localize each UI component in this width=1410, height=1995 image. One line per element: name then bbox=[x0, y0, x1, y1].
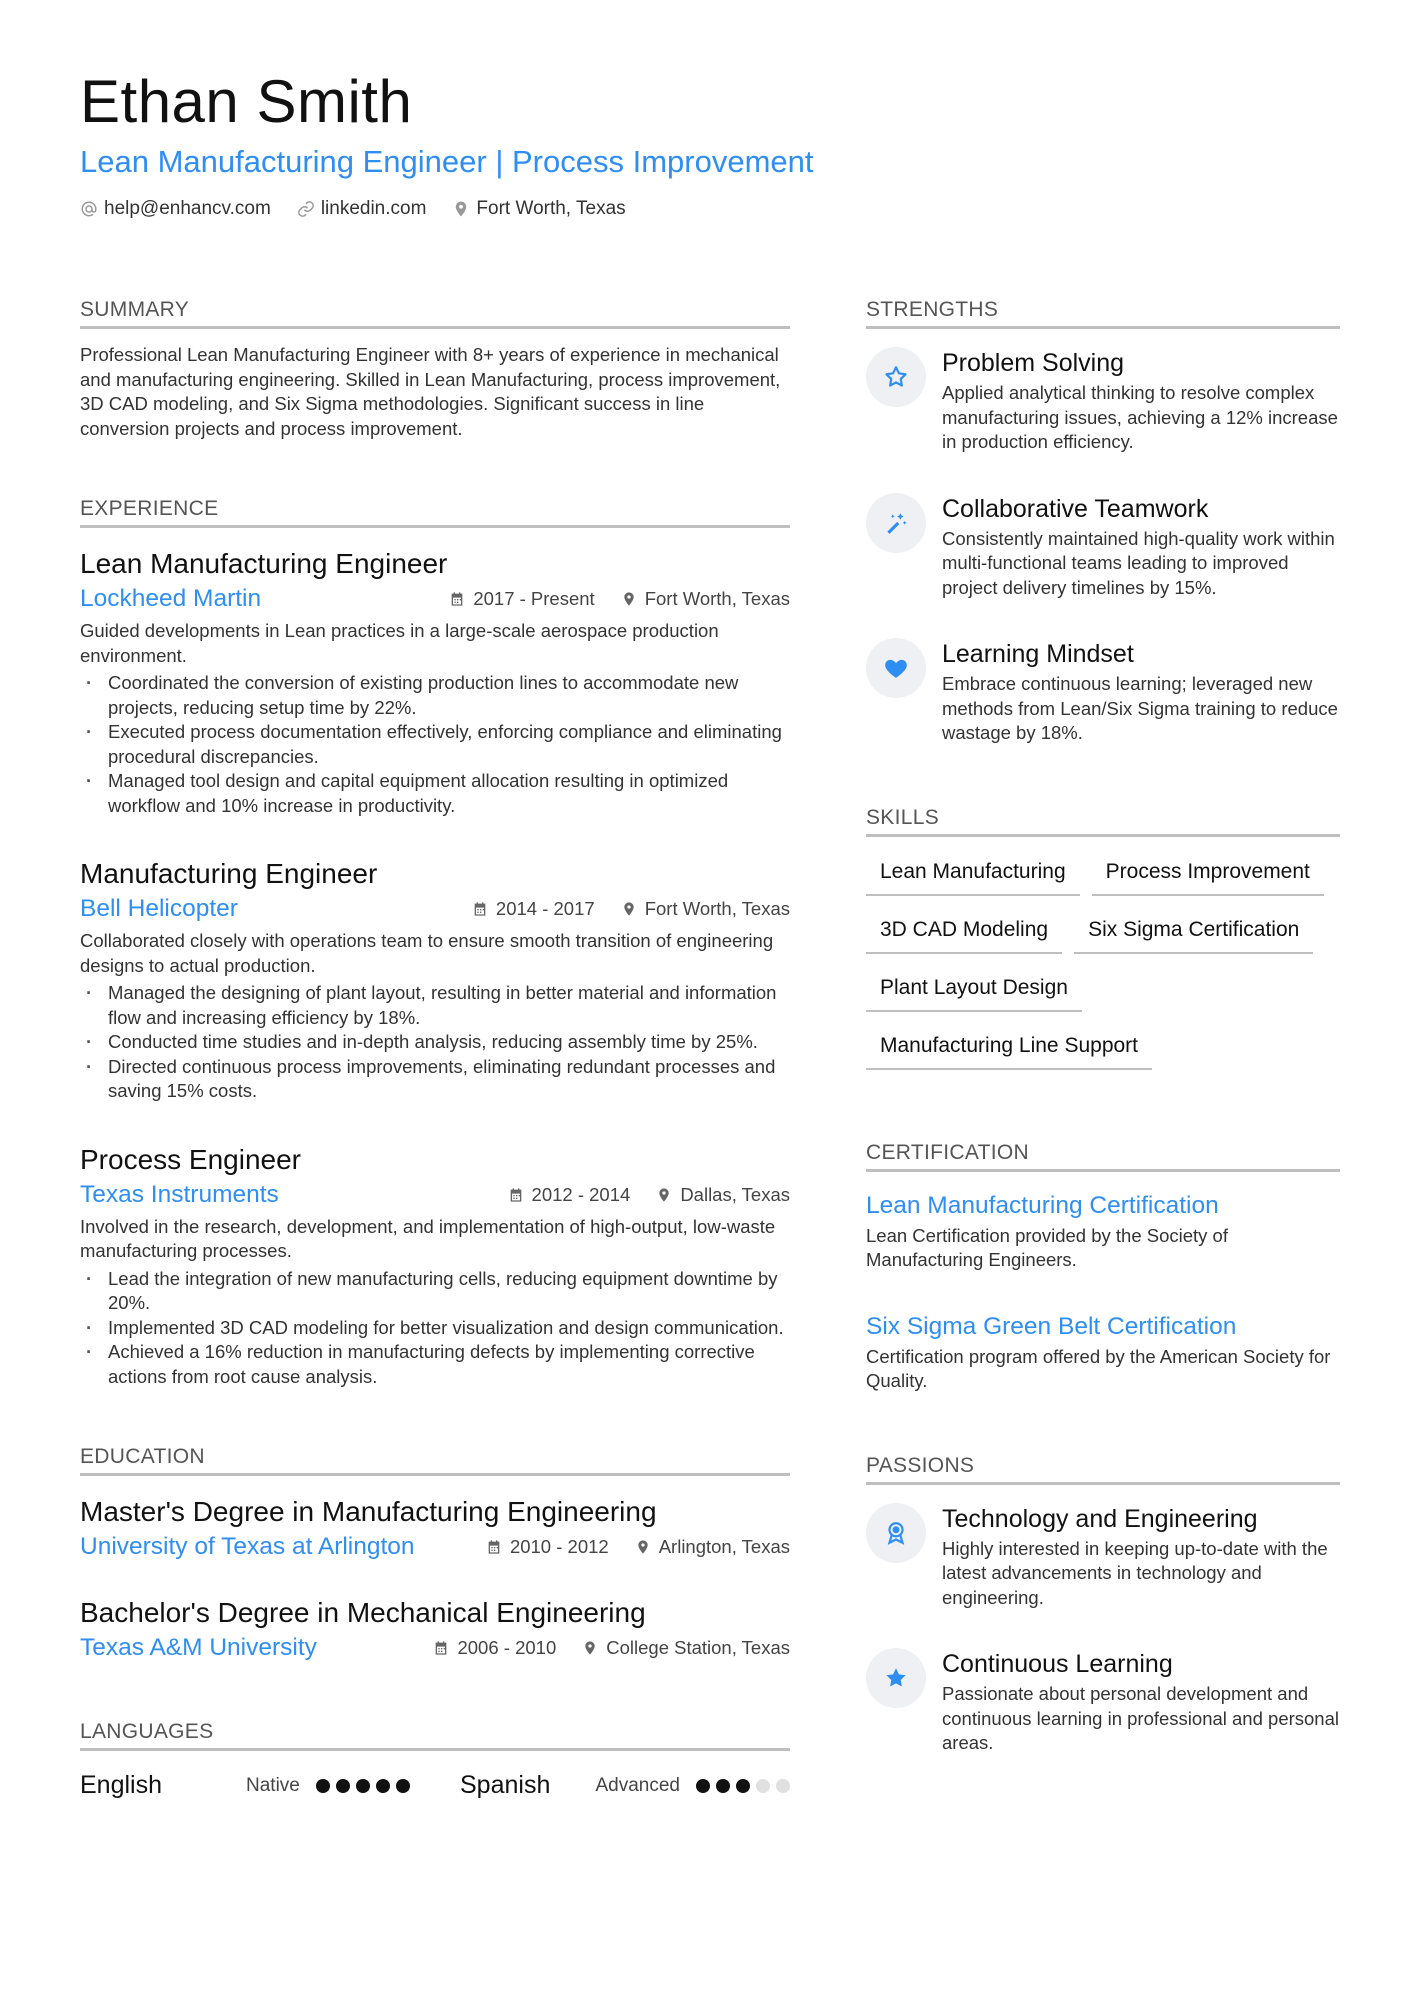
skill-tag: Lean Manufacturing bbox=[866, 851, 1080, 896]
right-column bbox=[866, 296, 1340, 1756]
strength-description: Embrace continuous learning; leveraged new methods from Lean/Six Sigma training to reduce wastage by 18%. bbox=[942, 673, 1338, 743]
job-bullet: · Managed tool design and capital equipment allocation resulting in optimized workflow and 10% increase in productivity. bbox=[80, 769, 790, 818]
skills-list bbox=[866, 851, 1340, 1083]
section-title-certification: CERTIFICATION bbox=[866, 1139, 1340, 1172]
job-company: Lockheed Martin bbox=[80, 585, 262, 612]
skill-tag: Six Sigma Certification bbox=[1074, 909, 1313, 954]
job-bullets bbox=[80, 1267, 790, 1390]
job-description: Guided developments in Lean practices in a large-scale aerospace production environment. bbox=[80, 620, 719, 666]
rating-dot-empty bbox=[756, 1779, 770, 1793]
at-icon bbox=[80, 200, 98, 218]
rating-dot-filled bbox=[716, 1779, 730, 1793]
passion-icon-wrap bbox=[866, 1503, 926, 1563]
education-entry bbox=[80, 1494, 790, 1563]
calendar-icon bbox=[449, 591, 465, 607]
location-pin-icon bbox=[656, 1187, 672, 1203]
skill-tag: Manufacturing Line Support bbox=[866, 1025, 1152, 1070]
award-icon bbox=[883, 1520, 909, 1546]
strength-item bbox=[866, 347, 1340, 455]
rating-dot-filled bbox=[376, 1779, 390, 1793]
contact-location-text: Fort Worth, Texas bbox=[476, 198, 626, 219]
rating-dot-filled bbox=[336, 1779, 350, 1793]
skill-tag: Process Improvement bbox=[1092, 851, 1324, 896]
certification-section bbox=[866, 1139, 1340, 1394]
language-level: Advanced bbox=[595, 1774, 680, 1796]
section-title-skills: SKILLS bbox=[866, 804, 1340, 837]
candidate-name: Ethan Smith bbox=[80, 68, 413, 135]
job-bullets bbox=[80, 671, 790, 818]
contact-linkedin-text: linkedin.com bbox=[320, 198, 427, 219]
star-filled-icon bbox=[883, 1665, 909, 1691]
strength-icon-wrap bbox=[866, 493, 926, 553]
school-name: University of Texas at Arlington bbox=[80, 1533, 415, 1560]
passion-description: Highly interested in keeping up-to-date with the latest advancements in technology and engineering. bbox=[942, 1537, 1328, 1608]
job-bullet: · Executed process documentation effectively, enforcing compliance and eliminating procedural discrepancies. bbox=[80, 720, 790, 769]
school-name: Texas A&M University bbox=[80, 1634, 317, 1661]
rating-dot-filled bbox=[316, 1779, 330, 1793]
job-entry bbox=[80, 856, 790, 1104]
job-location: Fort Worth, Texas bbox=[644, 588, 790, 609]
job-description: Involved in the research, development, and implementation of high-output, low-waste manufacturing processes. bbox=[80, 1215, 776, 1261]
job-entry bbox=[80, 1142, 790, 1390]
passion-title: Continuous Learning bbox=[942, 1650, 1173, 1678]
section-title-passions: PASSIONS bbox=[866, 1452, 1340, 1485]
skills-section bbox=[866, 804, 1340, 1083]
job-title: Lean Manufacturing Engineer bbox=[80, 548, 448, 579]
job-company: Texas Instruments bbox=[80, 1180, 279, 1208]
skill-tag: 3D CAD Modeling bbox=[866, 909, 1062, 954]
certification-title: Lean Manufacturing Certification bbox=[866, 1191, 1219, 1219]
job-title: Process Engineer bbox=[80, 1143, 302, 1175]
certification-title: Six Sigma Green Belt Certification bbox=[866, 1312, 1237, 1340]
certification-description: Certification program offered by the American Society for Quality. bbox=[866, 1345, 1331, 1391]
passion-item bbox=[866, 1648, 1340, 1756]
language-rating bbox=[316, 1779, 410, 1793]
wand-icon bbox=[883, 510, 909, 536]
languages-section bbox=[80, 1718, 790, 1800]
job-bullet: · Coordinated the conversion of existing production lines to accommodate new projects, reducing setup time by 22%. bbox=[80, 671, 790, 720]
job-bullet: · Conducted time studies and in-depth analysis, reducing assembly time by 25%. bbox=[80, 1030, 790, 1055]
section-title-summary: SUMMARY bbox=[80, 296, 790, 329]
passion-item bbox=[866, 1503, 1340, 1611]
section-title-education: EDUCATION bbox=[80, 1443, 790, 1476]
job-dates: 2017 - Present bbox=[473, 588, 595, 609]
summary-section bbox=[80, 296, 790, 441]
job-company: Bell Helicopter bbox=[80, 895, 238, 922]
strength-item bbox=[866, 493, 1340, 601]
calendar-icon bbox=[486, 1539, 502, 1555]
contact-location bbox=[452, 198, 625, 220]
rating-dot-filled bbox=[356, 1779, 370, 1793]
job-bullet: · Managed the designing of plant layout, resulting in better material and information flow and increasing efficiency by 18%. bbox=[80, 981, 790, 1030]
strength-title: Learning Mindset bbox=[942, 640, 1134, 668]
strength-item bbox=[866, 638, 1340, 746]
skill-tag: Plant Layout Design bbox=[866, 967, 1082, 1012]
location-pin-icon bbox=[635, 1539, 651, 1555]
section-title-experience: EXPERIENCE bbox=[80, 495, 790, 528]
job-bullet: · Lead the integration of new manufacturing cells, reducing equipment downtime by 20%. bbox=[80, 1267, 790, 1316]
education-section bbox=[80, 1443, 790, 1664]
education-entry bbox=[80, 1595, 790, 1664]
education-dates: 2010 - 2012 bbox=[509, 1536, 609, 1557]
education-location: Arlington, Texas bbox=[658, 1536, 790, 1557]
passion-title: Technology and Engineering bbox=[942, 1504, 1258, 1533]
rating-dot-filled bbox=[696, 1779, 710, 1793]
strength-description: Consistently maintained high-quality work within multi-functional teams leading to improved project delivery timelines by 15%. bbox=[942, 527, 1335, 598]
job-entry bbox=[80, 546, 790, 818]
location-pin-icon bbox=[452, 200, 470, 218]
section-title-languages: LANGUAGES bbox=[80, 1718, 790, 1751]
education-location: College Station, Texas bbox=[606, 1637, 790, 1658]
star-outline-icon bbox=[883, 364, 909, 390]
language-item bbox=[80, 1771, 460, 1800]
language-rating bbox=[696, 1779, 790, 1793]
rating-dot-filled bbox=[396, 1779, 410, 1793]
passion-description: Passionate about personal development and continuous learning in professional and personal areas. bbox=[942, 1683, 1339, 1753]
location-pin-icon bbox=[582, 1640, 598, 1656]
heart-icon bbox=[883, 655, 909, 681]
job-description: Collaborated closely with operations team to ensure smooth transition of engineering designs to actual production. bbox=[80, 930, 774, 976]
degree-title: Master's Degree in Manufacturing Engineering bbox=[80, 1496, 657, 1527]
job-location: Fort Worth, Texas bbox=[644, 898, 790, 919]
candidate-headline: Lean Manufacturing Engineer | Process Improvement bbox=[80, 144, 814, 179]
strength-title: Problem Solving bbox=[942, 349, 1125, 377]
location-pin-icon bbox=[621, 591, 637, 607]
section-title-strengths: STRENGTHS bbox=[866, 296, 1340, 329]
rating-dot-filled bbox=[736, 1779, 750, 1793]
certification-item bbox=[866, 1311, 1340, 1394]
passions-section bbox=[866, 1452, 1340, 1756]
job-bullet: · Directed continuous process improvements, eliminating redundant processes and saving 15% costs. bbox=[80, 1055, 790, 1104]
strength-icon-wrap bbox=[866, 347, 926, 407]
contact-email-text: help@enhancv.com bbox=[104, 198, 271, 219]
link-icon bbox=[297, 200, 315, 218]
passion-icon-wrap bbox=[866, 1648, 926, 1708]
left-column bbox=[80, 296, 790, 1800]
summary-text: Professional Lean Manufacturing Engineer with 8+ years of experience in mechanical and manufacturing engineering. Skilled in Lean Manufacturing, process improvement, 3D CAD modeling, and Six Sigma methodologies. Significant success in line conversion projects and process improvement. bbox=[80, 344, 781, 439]
strength-icon-wrap bbox=[866, 638, 926, 698]
contact-bar bbox=[80, 198, 1340, 220]
certification-item bbox=[866, 1190, 1340, 1273]
calendar-icon bbox=[508, 1187, 524, 1203]
contact-email[interactable] bbox=[80, 198, 271, 220]
location-pin-icon bbox=[621, 901, 637, 917]
job-dates: 2014 - 2017 bbox=[495, 898, 595, 919]
language-name: English bbox=[80, 1771, 162, 1799]
language-name: Spanish bbox=[460, 1771, 551, 1799]
experience-section bbox=[80, 495, 790, 1389]
strength-title: Collaborative Teamwork bbox=[942, 494, 1209, 523]
job-dates: 2012 - 2014 bbox=[531, 1183, 631, 1205]
contact-linkedin[interactable] bbox=[297, 198, 427, 220]
strengths-section bbox=[866, 296, 1340, 746]
rating-dot-empty bbox=[776, 1779, 790, 1793]
job-bullet: · Achieved a 16% reduction in manufacturing defects by implementing corrective actions from root cause analysis. bbox=[80, 1340, 790, 1389]
calendar-icon bbox=[433, 1640, 449, 1656]
job-location: Dallas, Texas bbox=[680, 1183, 790, 1205]
education-dates: 2006 - 2010 bbox=[457, 1637, 557, 1658]
degree-title: Bachelor's Degree in Mechanical Engineering bbox=[80, 1597, 646, 1628]
language-item bbox=[460, 1771, 790, 1800]
calendar-icon bbox=[472, 901, 488, 917]
certification-description: Lean Certification provided by the Society of Manufacturing Engineers. bbox=[866, 1224, 1228, 1270]
job-bullets bbox=[80, 981, 790, 1104]
language-level: Native bbox=[246, 1774, 300, 1796]
job-title: Manufacturing Engineer bbox=[80, 858, 378, 889]
strength-description: Applied analytical thinking to resolve complex manufacturing issues, achieving a 12% increase in production efficiency. bbox=[942, 382, 1338, 452]
languages-row bbox=[80, 1771, 790, 1800]
job-bullet: · Implemented 3D CAD modeling for better visualization and design communication. bbox=[80, 1316, 790, 1341]
resume-header bbox=[80, 64, 1340, 220]
